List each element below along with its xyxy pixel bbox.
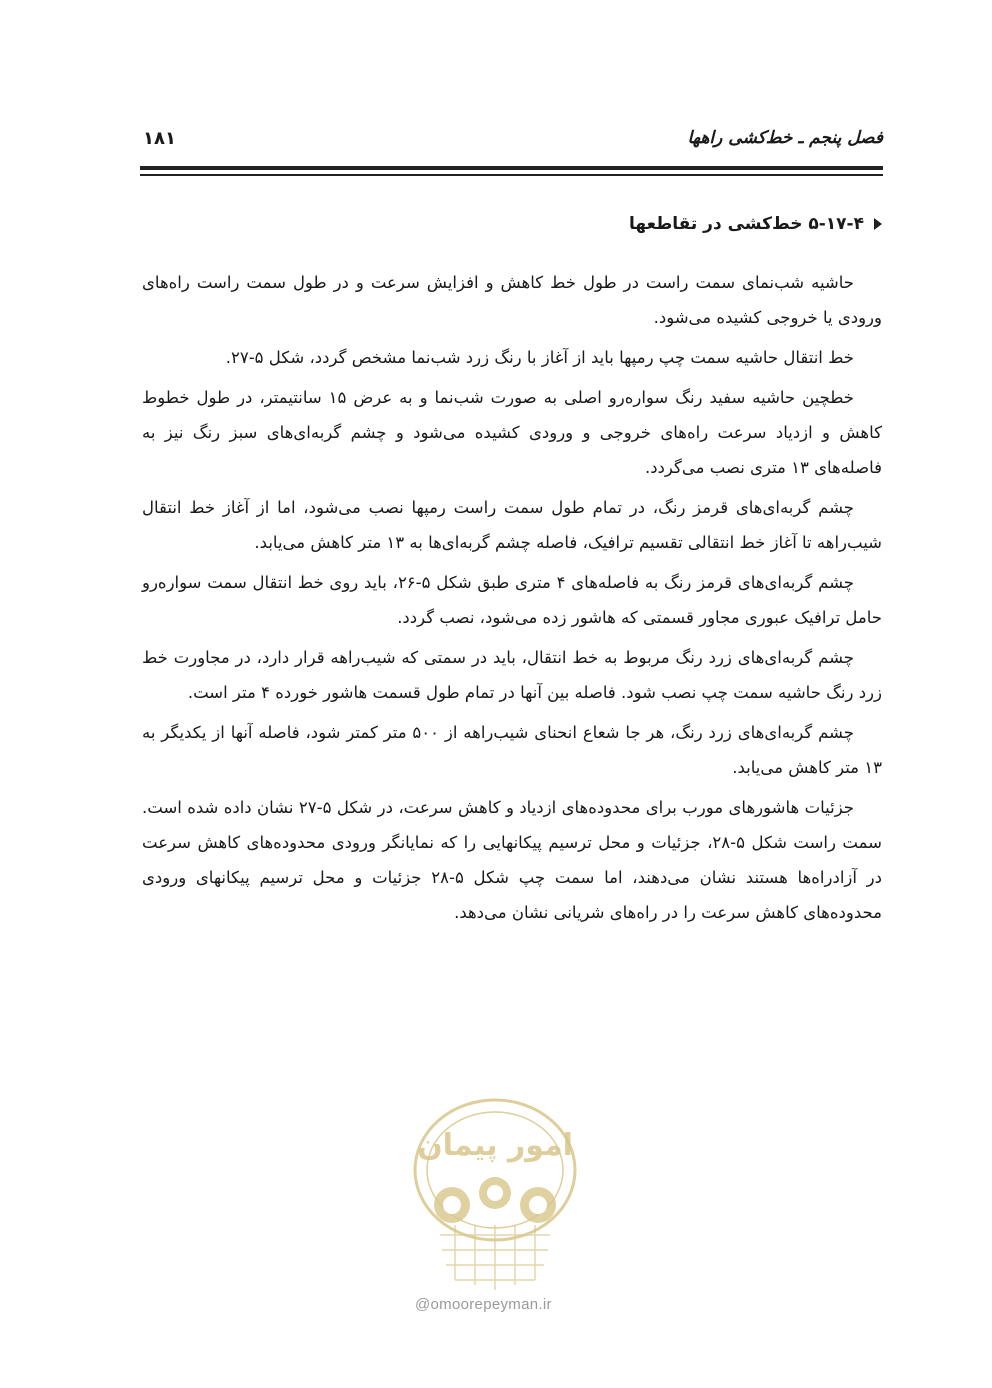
paragraph: حاشیه شب‌نمای سمت راست در طول خط کاهش و افزایش سرعت و در طول سمت راست راه‌های ورودی یا خروجی کشیده می‌شود. [142, 273, 882, 327]
watermark-logo-text: امور پیمان [417, 1128, 573, 1163]
paragraph: چشم گربه‌ای‌های زرد رنگ، هر جا شعاع انحنای شیب‌راهه از ۵۰۰ متر کمتر شود، فاصله آنها از یکدیگر به ۱۳ متر کاهش می‌یابد. [142, 723, 882, 777]
header-rule-thin [140, 174, 883, 176]
watermark-emblem-icon [380, 1085, 610, 1295]
watermark-at-icon: @ [415, 1296, 431, 1313]
page-number: ۱۸۱ [143, 128, 176, 149]
paragraph: چشم گربه‌ای‌های زرد رنگ مربوط به خط انتقال، باید در سمتی که شیب‌راهه قرار دارد، در مجاورت خط زرد رنگ حاشیه سمت چپ نصب شود. فاصله بین آنها در تمام طول قسمت هاشور خورده ۴ متر است. [142, 648, 882, 702]
header-rule-thick [140, 166, 883, 170]
paragraph: جزئیات هاشورهای مورب برای محدوده‌های ازدیاد و کاهش سرعت، در شکل ۵-۲۷ نشان داده شده است. سمت راست شکل ۵-۲۸، جزئیات و محل ترسیم پیکانهایی را که نمایانگر ورودی محدوده‌های کاهش سرعت در آزادراه‌ها هستند نشان می‌دهند، اما سمت چپ شکل ۵-۲۸ جزئیات و محل ترسیم پیکانهای ورودی محدوده‌های کاهش سرعت را در راه‌های شریانی نشان می‌دهد. [142, 798, 882, 922]
watermark-url: @omoorepeyman.ir [415, 1296, 552, 1313]
section-heading-text: ۵-۱۷-۴ خط‌کشی در تقاطعها [629, 214, 864, 234]
page-header [143, 120, 883, 160]
paragraph: چشم گربه‌ای‌های قرمز رنگ به فاصله‌های ۴ متری طبق شکل ۵-۲۶، باید روی خط انتقال سمت سواره‌رو حامل ترافیک عبوری مجاور قسمتی که هاشور زده می‌شود، نصب گردد. [142, 573, 882, 627]
paragraph: خطچین حاشیه سفید رنگ سواره‌رو اصلی به صورت شب‌نما و به عرض ۱۵ سانتیمتر، در طول خطوط کاهش و ازدیاد سرعت راه‌های خروجی و ورودی کشیده می‌شود و چشم گربه‌ای‌های سبز رنگ نیز به فاصله‌های ۱۳ متری نصب می‌گردد. [142, 388, 882, 477]
paragraph: خط انتقال حاشیه سمت چپ رمپها باید از آغاز با رنگ زرد شب‌نما مشخص گردد، شکل ۵-۲۷. [225, 348, 854, 367]
chapter-title: فصل پنجم ـ خط‌کشی راهها [687, 128, 883, 148]
section-heading [629, 214, 882, 234]
watermark-logo [380, 1085, 610, 1325]
paragraph: چشم گربه‌ای‌های قرمز رنگ، در تمام طول سمت راست رمپها نصب می‌شود، اما از آغاز خط انتقال شیب‌راهه تا آغاز خط انتقالی تقسیم ترافیک، فاصله چشم گربه‌ای‌ها به ۱۳ متر کاهش می‌یابد. [142, 498, 882, 552]
bullet-triangle-icon [874, 218, 882, 230]
body-text [142, 265, 882, 935]
